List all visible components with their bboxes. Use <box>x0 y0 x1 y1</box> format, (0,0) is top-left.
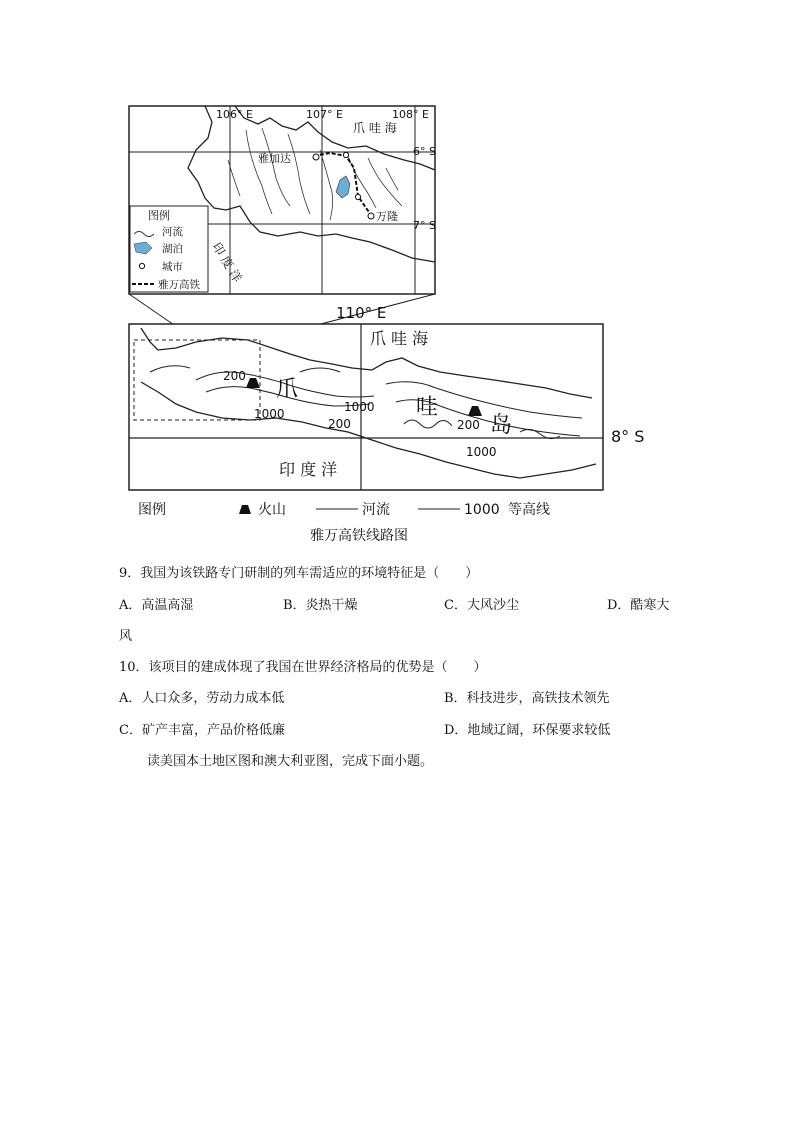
contour-label: 200 <box>223 369 246 383</box>
q9-option-d-wrap: 风 <box>119 629 133 644</box>
question-9-stem: 9．我国为该铁路专门研制的列车需适应的环境特征是（ ） <box>119 566 479 581</box>
q9-option-d: D．酷寒大 <box>607 598 670 613</box>
volcano-legend-icon <box>239 505 251 514</box>
q10-option-a: A．人口众多，劳动力成本低 <box>119 691 285 706</box>
legend-volcano: 火山 <box>258 502 286 518</box>
question-10-stem: 10．该项目的建成体现了我国在世界经济格局的优势是（ ） <box>119 660 487 675</box>
figure-caption: 雅万高铁线路图 <box>310 528 408 544</box>
contour-label: 200 <box>328 417 351 431</box>
inset-ocean-label: 印 度 洋 <box>209 240 245 285</box>
contour-label: 1000 <box>254 407 285 421</box>
inset-lon-106: 106° E <box>216 108 253 121</box>
inset-sea-label: 爪 哇 海 <box>353 121 397 135</box>
q10-option-c: C．矿产丰富，产品价格低廉 <box>119 723 285 738</box>
main-lat-label: 8° S <box>611 427 645 446</box>
legend-river: 河流 <box>362 502 390 518</box>
inset-legend-title: 图例 <box>148 209 170 222</box>
inset-lat-7s: 7° S <box>413 219 436 232</box>
main-ocean-label: 印 度 洋 <box>279 460 338 479</box>
inset-city-bandung: 万隆 <box>376 210 398 223</box>
inset-legend-rail: 雅万高铁 <box>158 279 200 291</box>
island-char-2: 哇 <box>416 395 439 420</box>
island-char-3: 岛 <box>490 413 513 438</box>
map-legend <box>138 501 550 518</box>
legend-title: 图例 <box>138 502 166 518</box>
inset-lon-108: 108° E <box>392 108 429 121</box>
contour-label: 1000 <box>344 400 375 414</box>
contour-label: 200 <box>457 418 480 432</box>
q9-option-a: A．高温高湿 <box>119 598 194 613</box>
inset-city-bandung-marker <box>368 213 374 219</box>
q10-option-d: D．地域辽阔，环保要求较低 <box>444 723 611 738</box>
instruction-text: 读美国本土地区图和澳大利亚图，完成下面小题。 <box>147 754 434 769</box>
map-figure <box>0 0 794 560</box>
contour-label: 1000 <box>466 445 497 459</box>
q9-option-b: B．炎热干燥 <box>283 598 358 613</box>
main-sea-label: 爪 哇 海 <box>370 329 429 348</box>
inset-legend-city: 城市 <box>162 261 183 273</box>
inset-lon-107: 107° E <box>306 108 343 121</box>
legend-contour: 等高线 <box>508 502 550 518</box>
main-lon-label: 110° E <box>336 304 387 322</box>
inset-city-jakarta: 雅加达 <box>258 152 291 165</box>
inset-map <box>129 106 436 294</box>
q9-option-c: C．大风沙尘 <box>444 598 519 613</box>
island-char-1: 爪 <box>276 377 299 402</box>
main-map <box>129 304 644 490</box>
inset-lat-6s: 6° S <box>413 145 436 158</box>
legend-contour-value: 1000 <box>464 502 500 518</box>
inset-legend-river: 河流 <box>162 226 183 238</box>
inset-city-jakarta-marker <box>313 154 319 160</box>
q10-option-b: B．科技进步，高铁技术领先 <box>444 691 610 706</box>
inset-legend-lake: 湖泊 <box>162 243 183 255</box>
